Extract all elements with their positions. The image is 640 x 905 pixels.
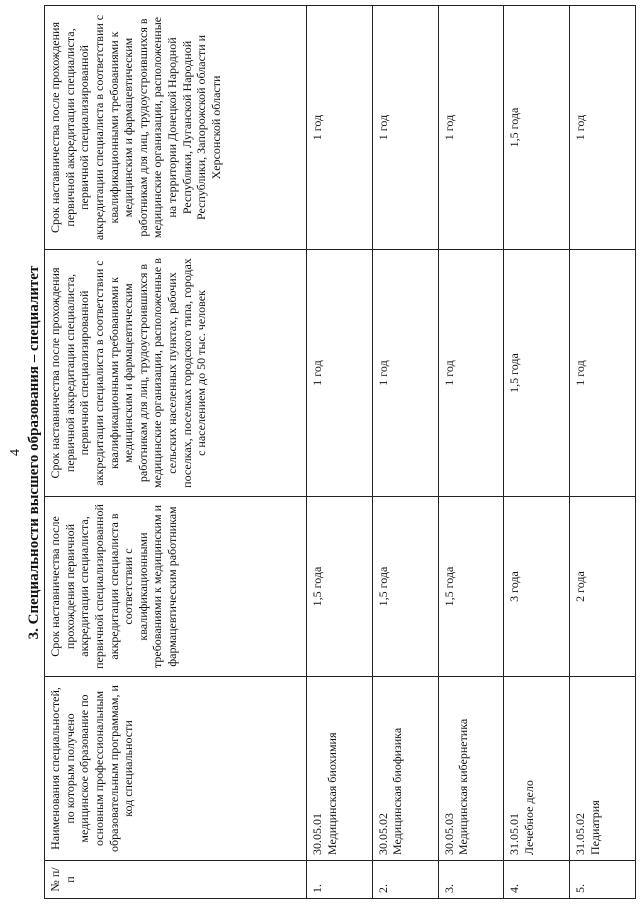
table-row [570, 6, 636, 899]
header-term-rural: Срок наставничества после прохождения первичной аккредитации специалиста, первичной специализированной аккредитации специалиста в соответствии с квалификационными требованиями к медицинским и фармацевтическим работникам для лиц, трудоустроившихся в медицинские организации, расположенные в сельских населенных пунктах, рабочих поселках, поселках городского типа, городах с населением до 50 тыс. человек [45, 250, 307, 497]
specialty-name: Медицинская биохимия [324, 732, 339, 855]
table-row [307, 6, 373, 899]
specialty-code: 30.05.01 [310, 813, 324, 855]
specialty-code: 31.05.02 [573, 813, 588, 855]
mentorship-table [44, 5, 636, 899]
specialty-code: 30.05.02 [375, 813, 390, 855]
header-term-general: Срок наставничества после прохождения первичной аккредитации специалиста, первичной специализированной аккредитации специалиста в соответствии с квалификационными требованиями к медицинским и фармацевтическим работникам [45, 497, 307, 677]
specialty-cell [570, 677, 636, 861]
term-rural: 1 год [570, 250, 636, 497]
table-row [438, 6, 504, 899]
specialty-name: Лечебное дело [522, 780, 537, 855]
specialty-cell [372, 677, 438, 861]
header-specialty: Наименования специальностей, по которым получено медицинское образование по основным профессиональным образовательным программам, и код специальности [45, 677, 307, 861]
row-number: 3. [438, 861, 504, 899]
term-rural: 1 год [438, 250, 504, 497]
term-regions: 1 год [570, 6, 636, 250]
specialty-cell [438, 677, 504, 861]
term-general: 1,5 года [307, 497, 373, 677]
specialty-code: 31.05.01 [507, 813, 522, 855]
specialty-name: Педиатрия [587, 800, 602, 855]
section-title: 3. Специальности высшего образования – специалитет [26, 265, 42, 640]
term-regions: 1,5 года [504, 6, 570, 250]
header-number: № п/п [45, 861, 307, 899]
term-regions: 1 год [307, 6, 373, 250]
term-rural: 1,5 года [504, 250, 570, 497]
table-header-row [45, 6, 307, 899]
term-general: 1,5 года [372, 497, 438, 677]
row-number: 4. [504, 861, 570, 899]
term-general: 3 года [504, 497, 570, 677]
specialty-cell [504, 677, 570, 861]
term-regions: 1 год [372, 6, 438, 250]
header-term-regions: Срок наставничества после прохождения первичной аккредитации специалиста, первичной специализированной аккредитации специалиста в соответствии с квалификационными требованиями к медицинским и фармацевтическим работникам для лиц, трудоустроившихся в медицинские организации, расположенные на территории Донецкой Народной Республики, Луганской Народной Республики, Запорожской области и Херсонской области [45, 6, 307, 250]
specialty-cell [307, 677, 373, 861]
specialty-name: Медицинская биофизика [390, 727, 405, 855]
row-number: 1. [307, 861, 373, 899]
row-number: 2. [372, 861, 438, 899]
term-general: 1,5 года [438, 497, 504, 677]
term-rural: 1 год [307, 250, 373, 497]
table-row [372, 6, 438, 899]
page-number: 4 [8, 449, 23, 456]
specialty-name: Медицинская кибернетика [456, 718, 471, 855]
term-rural: 1 год [372, 250, 438, 497]
specialty-code: 30.05.03 [441, 813, 456, 855]
term-regions: 1 год [438, 6, 504, 250]
row-number: 5. [570, 861, 636, 899]
table-row [504, 6, 570, 899]
term-general: 2 года [570, 497, 636, 677]
